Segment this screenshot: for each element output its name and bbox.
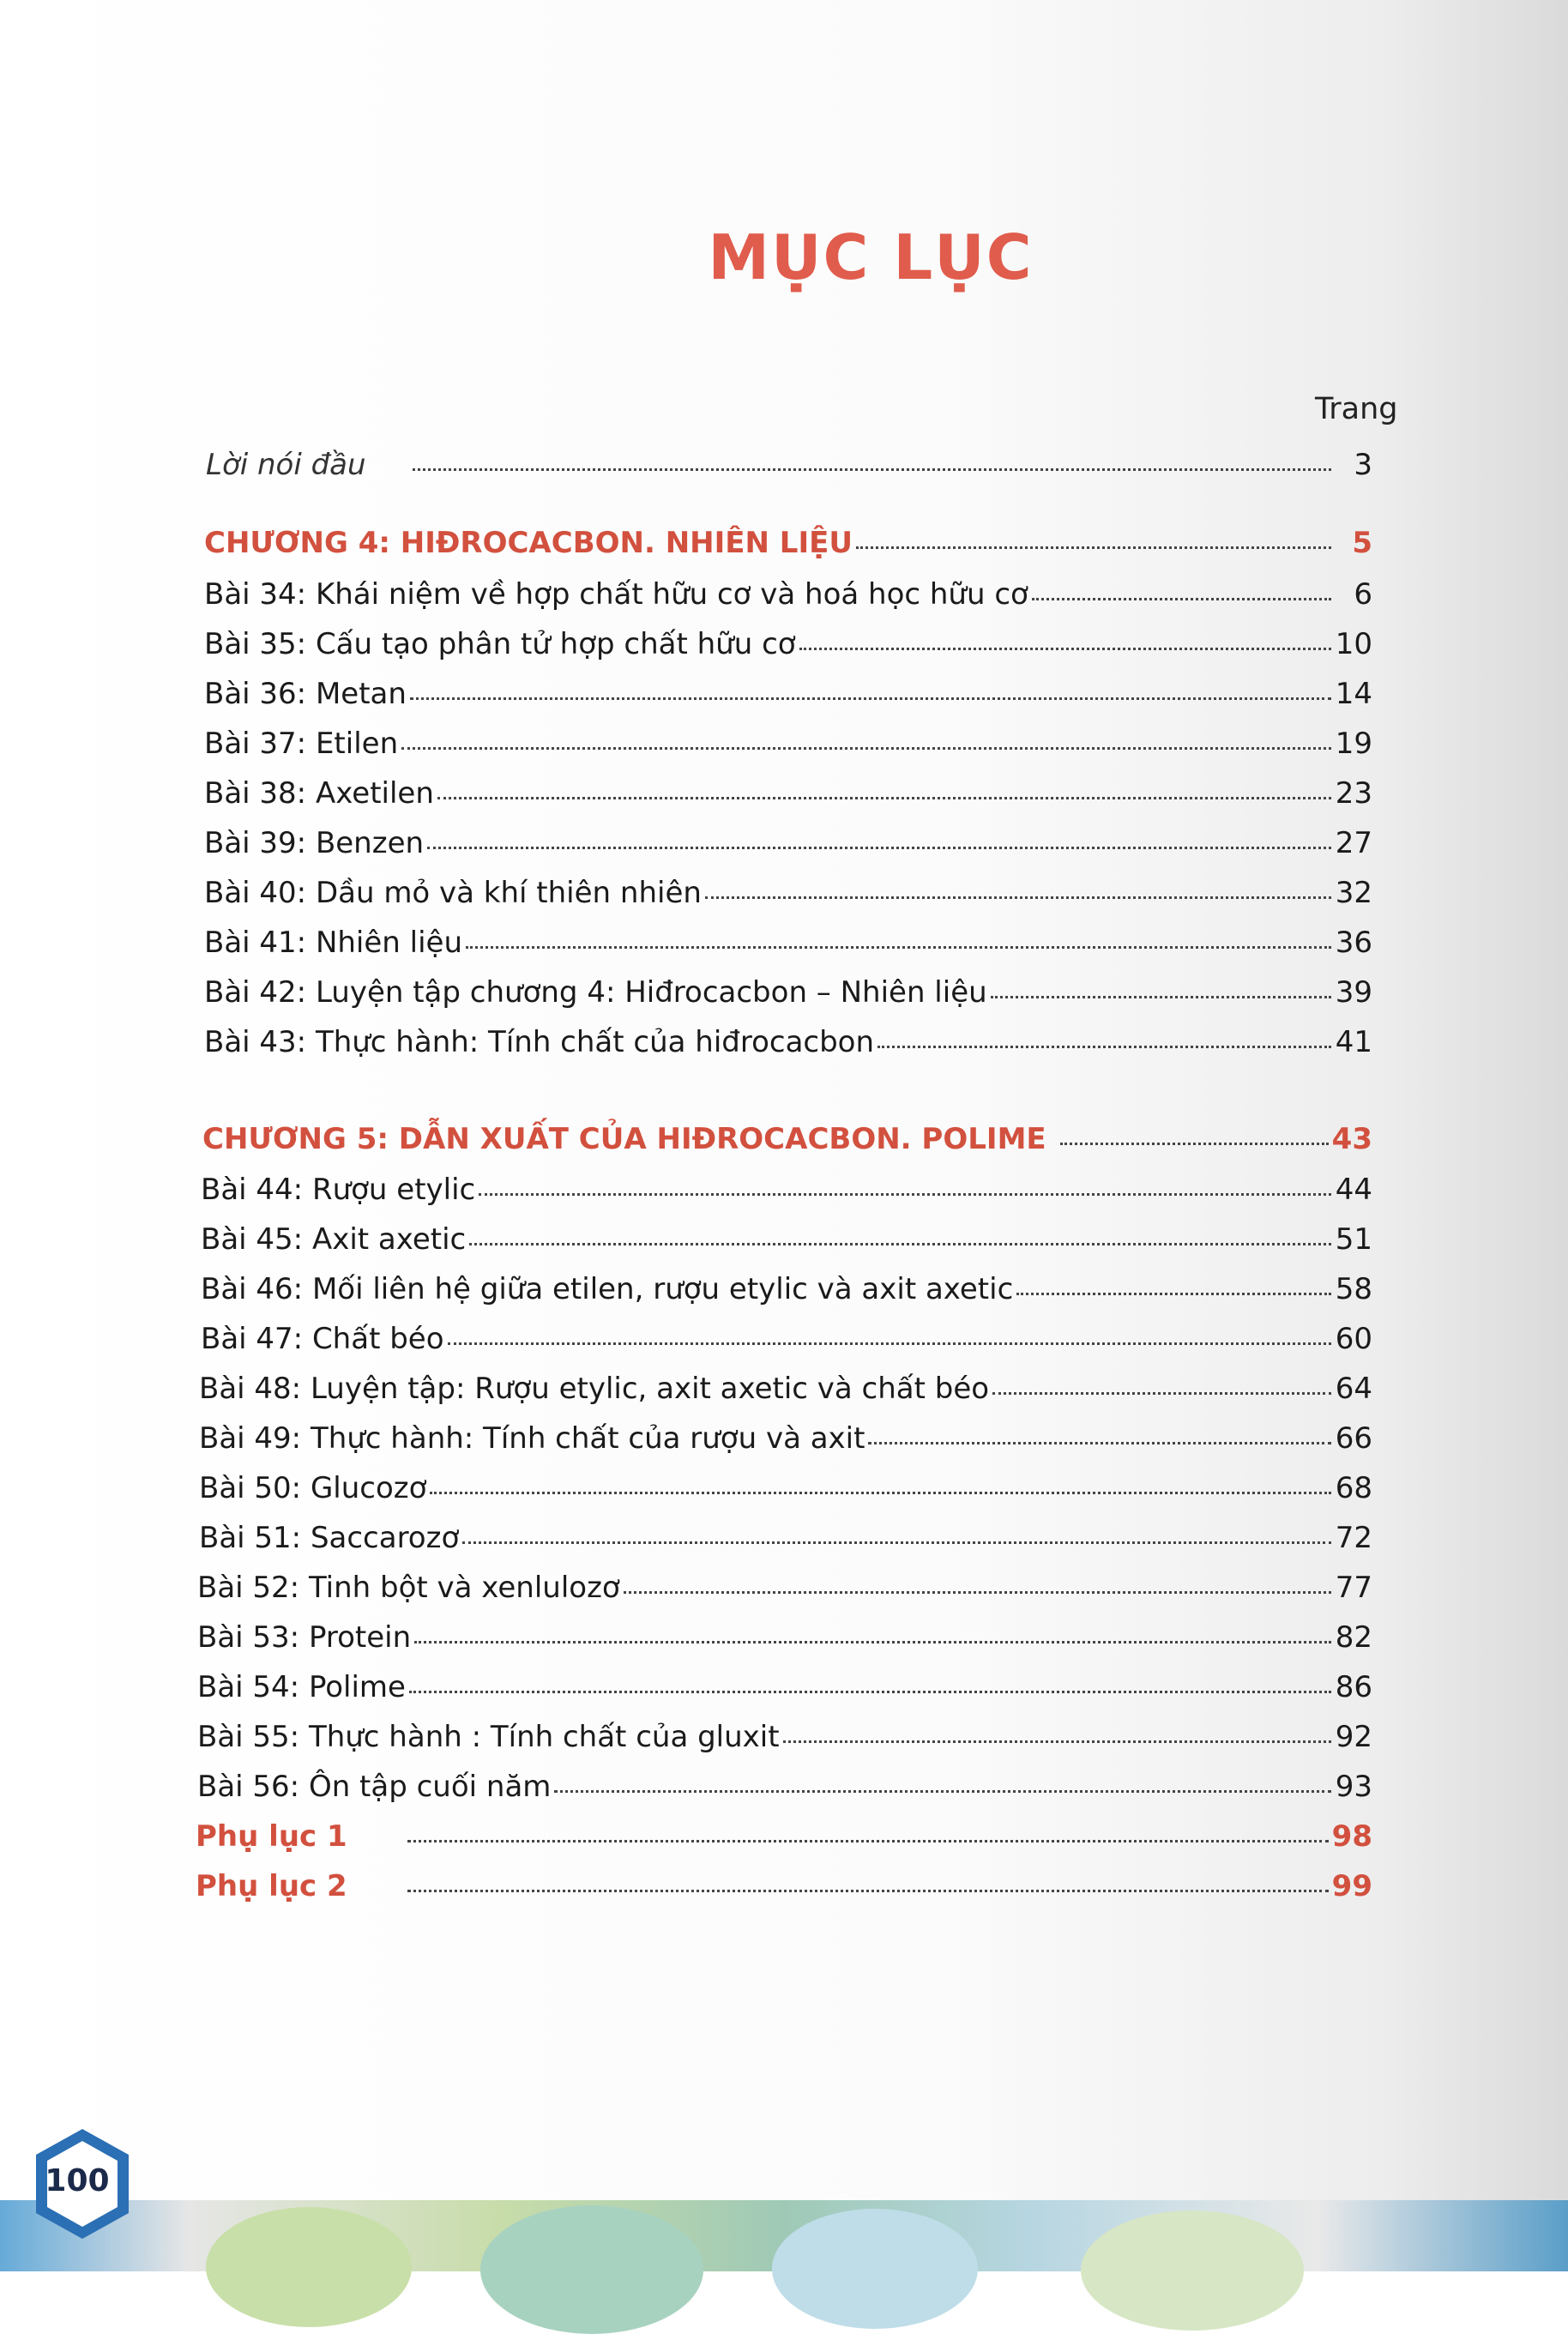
page-number: 100 bbox=[45, 2163, 110, 2198]
toc-lesson-40[interactable] bbox=[204, 876, 1372, 919]
dot-leader bbox=[414, 1641, 1331, 1643]
toc-appendix-2[interactable] bbox=[196, 1869, 1372, 1912]
dot-leader bbox=[427, 847, 1331, 849]
lesson-label: Bài 49: Thực hành: Tính chất của rượu và axit bbox=[199, 1421, 865, 1456]
dot-leader bbox=[407, 1890, 1329, 1892]
lesson-label: Bài 39: Benzen bbox=[204, 826, 425, 860]
dot-leader bbox=[554, 1790, 1331, 1793]
lesson-page: 6 bbox=[1354, 577, 1372, 612]
toc-chapter-5[interactable] bbox=[202, 1122, 1372, 1165]
page-title: MỤC LỤC bbox=[708, 221, 1034, 293]
lesson-label: Bài 40: Dầu mỏ và khí thiên nhiên bbox=[204, 876, 702, 910]
toc-lesson-44[interactable] bbox=[201, 1173, 1372, 1215]
lesson-page: 93 bbox=[1335, 1770, 1372, 1804]
lesson-label: Bài 55: Thực hành : Tính chất của gluxit bbox=[197, 1720, 780, 1754]
lesson-page: 14 bbox=[1335, 677, 1372, 711]
dot-leader bbox=[877, 1046, 1331, 1048]
appendix-page: 98 bbox=[1331, 1819, 1372, 1854]
lesson-label: Bài 52: Tinh bột và xenlulozơ bbox=[197, 1571, 620, 1605]
lesson-page: 39 bbox=[1335, 975, 1372, 1010]
lesson-label: Bài 36: Metan bbox=[204, 677, 407, 711]
lesson-label: Bài 50: Glucozơ bbox=[199, 1471, 427, 1505]
lesson-page: 23 bbox=[1335, 776, 1372, 811]
lesson-page: 77 bbox=[1335, 1571, 1372, 1605]
lesson-page: 32 bbox=[1335, 876, 1372, 910]
chapter-label: CHƯƠNG 4: HIĐROCACBON. NHIÊN LIỆU bbox=[204, 526, 853, 560]
dot-leader bbox=[856, 546, 1331, 549]
dot-leader bbox=[1032, 598, 1331, 600]
toc-lesson-35[interactable] bbox=[204, 627, 1372, 670]
toc-lesson-54[interactable] bbox=[197, 1670, 1372, 1713]
toc-lesson-46[interactable] bbox=[201, 1272, 1372, 1315]
lesson-page: 58 bbox=[1335, 1272, 1372, 1306]
lesson-page: 68 bbox=[1335, 1471, 1372, 1505]
lesson-page: 44 bbox=[1335, 1173, 1372, 1207]
dot-leader bbox=[469, 1243, 1331, 1245]
lesson-label: Bài 44: Rượu etylic bbox=[201, 1173, 476, 1207]
dot-leader bbox=[448, 1342, 1331, 1345]
toc-lesson-55[interactable] bbox=[197, 1720, 1372, 1763]
lesson-page: 19 bbox=[1335, 727, 1372, 761]
toc-entry-label: Lời nói đầu bbox=[206, 448, 366, 482]
toc-lesson-38[interactable] bbox=[204, 776, 1372, 819]
lesson-page: 60 bbox=[1335, 1322, 1372, 1356]
chapter-label: CHƯƠNG 5: DẪN XUẤT CỦA HIĐROCACBON. POLIME bbox=[202, 1122, 1046, 1156]
lesson-label: Bài 42: Luyện tập chương 4: Hiđrocacbon – Nhiên liệu bbox=[204, 975, 987, 1010]
lesson-page: 51 bbox=[1335, 1222, 1372, 1257]
toc-lesson-39[interactable] bbox=[204, 826, 1372, 869]
lesson-label: Bài 46: Mối liên hệ giữa etilen, rượu etylic và axit axetic bbox=[201, 1272, 1014, 1306]
dot-leader bbox=[409, 1691, 1331, 1693]
lesson-page: 64 bbox=[1335, 1372, 1372, 1406]
decorative-blob bbox=[1081, 2210, 1304, 2331]
dot-leader bbox=[1060, 1143, 1329, 1145]
dot-leader bbox=[401, 747, 1331, 750]
lesson-label: Bài 47: Chất béo bbox=[201, 1322, 444, 1356]
chapter-page: 43 bbox=[1331, 1122, 1372, 1156]
lesson-label: Bài 54: Polime bbox=[197, 1670, 406, 1704]
toc-chapter-4[interactable] bbox=[204, 526, 1372, 569]
lesson-page: 72 bbox=[1335, 1521, 1372, 1555]
toc-lesson-34[interactable] bbox=[204, 577, 1372, 620]
lesson-page: 82 bbox=[1335, 1620, 1372, 1655]
lesson-label: Bài 37: Etilen bbox=[204, 727, 399, 761]
lesson-label: Bài 41: Nhiên liệu bbox=[204, 926, 463, 960]
toc-lesson-56[interactable] bbox=[197, 1770, 1372, 1812]
lesson-label: Bài 48: Luyện tập: Rượu etylic, axit axetic và chất béo bbox=[199, 1372, 990, 1406]
toc-lesson-37[interactable] bbox=[204, 727, 1372, 769]
lesson-label: Bài 43: Thực hành: Tính chất của hiđrocacbon bbox=[204, 1025, 875, 1059]
dot-leader bbox=[705, 896, 1331, 899]
dot-leader bbox=[407, 1840, 1329, 1842]
page-column-header: Trang bbox=[1315, 392, 1398, 426]
lesson-page: 41 bbox=[1335, 1025, 1372, 1059]
lesson-page: 92 bbox=[1335, 1720, 1372, 1754]
toc-lesson-53[interactable] bbox=[197, 1620, 1372, 1663]
toc-lesson-43[interactable] bbox=[204, 1025, 1372, 1068]
dot-leader bbox=[479, 1193, 1331, 1196]
lesson-label: Bài 38: Axetilen bbox=[204, 776, 434, 811]
decorative-blob bbox=[206, 2207, 412, 2327]
dot-leader bbox=[430, 1492, 1331, 1494]
lesson-label: Bài 51: Saccarozơ bbox=[199, 1521, 460, 1555]
dot-leader bbox=[868, 1442, 1331, 1444]
toc-lesson-47[interactable] bbox=[201, 1322, 1372, 1365]
toc-lesson-48[interactable] bbox=[199, 1372, 1372, 1414]
toc-lesson-52[interactable] bbox=[197, 1571, 1372, 1613]
lesson-page: 86 bbox=[1335, 1670, 1372, 1704]
decorative-blob bbox=[480, 2205, 703, 2334]
lesson-page: 36 bbox=[1335, 926, 1372, 960]
appendix-label: Phụ lục 1 bbox=[196, 1819, 347, 1854]
toc-lesson-42[interactable] bbox=[204, 975, 1372, 1018]
appendix-page: 99 bbox=[1331, 1869, 1372, 1903]
dot-leader bbox=[413, 468, 1331, 471]
toc-lesson-51[interactable] bbox=[199, 1521, 1372, 1564]
lesson-label: Bài 35: Cấu tạo phân tử hợp chất hữu cơ bbox=[204, 627, 796, 661]
toc-lesson-50[interactable] bbox=[199, 1471, 1372, 1514]
decorative-bottom-strip bbox=[0, 2200, 1568, 2271]
lesson-label: Bài 34: Khái niệm về hợp chất hữu cơ và hoá học hữu cơ bbox=[204, 577, 1028, 612]
dot-leader bbox=[991, 996, 1331, 998]
toc-lesson-49[interactable] bbox=[199, 1421, 1372, 1464]
toc-lesson-41[interactable] bbox=[204, 926, 1372, 968]
dot-leader bbox=[992, 1392, 1331, 1395]
dot-leader bbox=[799, 648, 1331, 650]
dot-leader bbox=[1016, 1293, 1331, 1295]
lesson-label: Bài 45: Axit axetic bbox=[201, 1222, 467, 1257]
toc-appendix-1[interactable] bbox=[196, 1819, 1372, 1862]
lesson-label: Bài 56: Ôn tập cuối năm bbox=[197, 1770, 552, 1804]
dot-leader bbox=[462, 1541, 1331, 1544]
toc-entry-intro[interactable] bbox=[206, 448, 1372, 491]
lesson-page: 66 bbox=[1335, 1421, 1372, 1456]
lesson-page: 10 bbox=[1335, 627, 1372, 661]
toc-entry-page: 3 bbox=[1354, 448, 1372, 482]
dot-leader bbox=[783, 1740, 1331, 1743]
chapter-page: 5 bbox=[1352, 526, 1372, 560]
lesson-label: Bài 53: Protein bbox=[197, 1620, 412, 1655]
dot-leader bbox=[410, 697, 1331, 700]
dot-leader bbox=[466, 946, 1331, 949]
dot-leader bbox=[437, 797, 1331, 799]
toc-lesson-36[interactable] bbox=[204, 677, 1372, 720]
dot-leader bbox=[624, 1591, 1331, 1594]
appendix-label: Phụ lục 2 bbox=[196, 1869, 347, 1903]
lesson-page: 27 bbox=[1335, 826, 1372, 860]
toc-lesson-45[interactable] bbox=[201, 1222, 1372, 1265]
decorative-blob bbox=[772, 2209, 978, 2329]
